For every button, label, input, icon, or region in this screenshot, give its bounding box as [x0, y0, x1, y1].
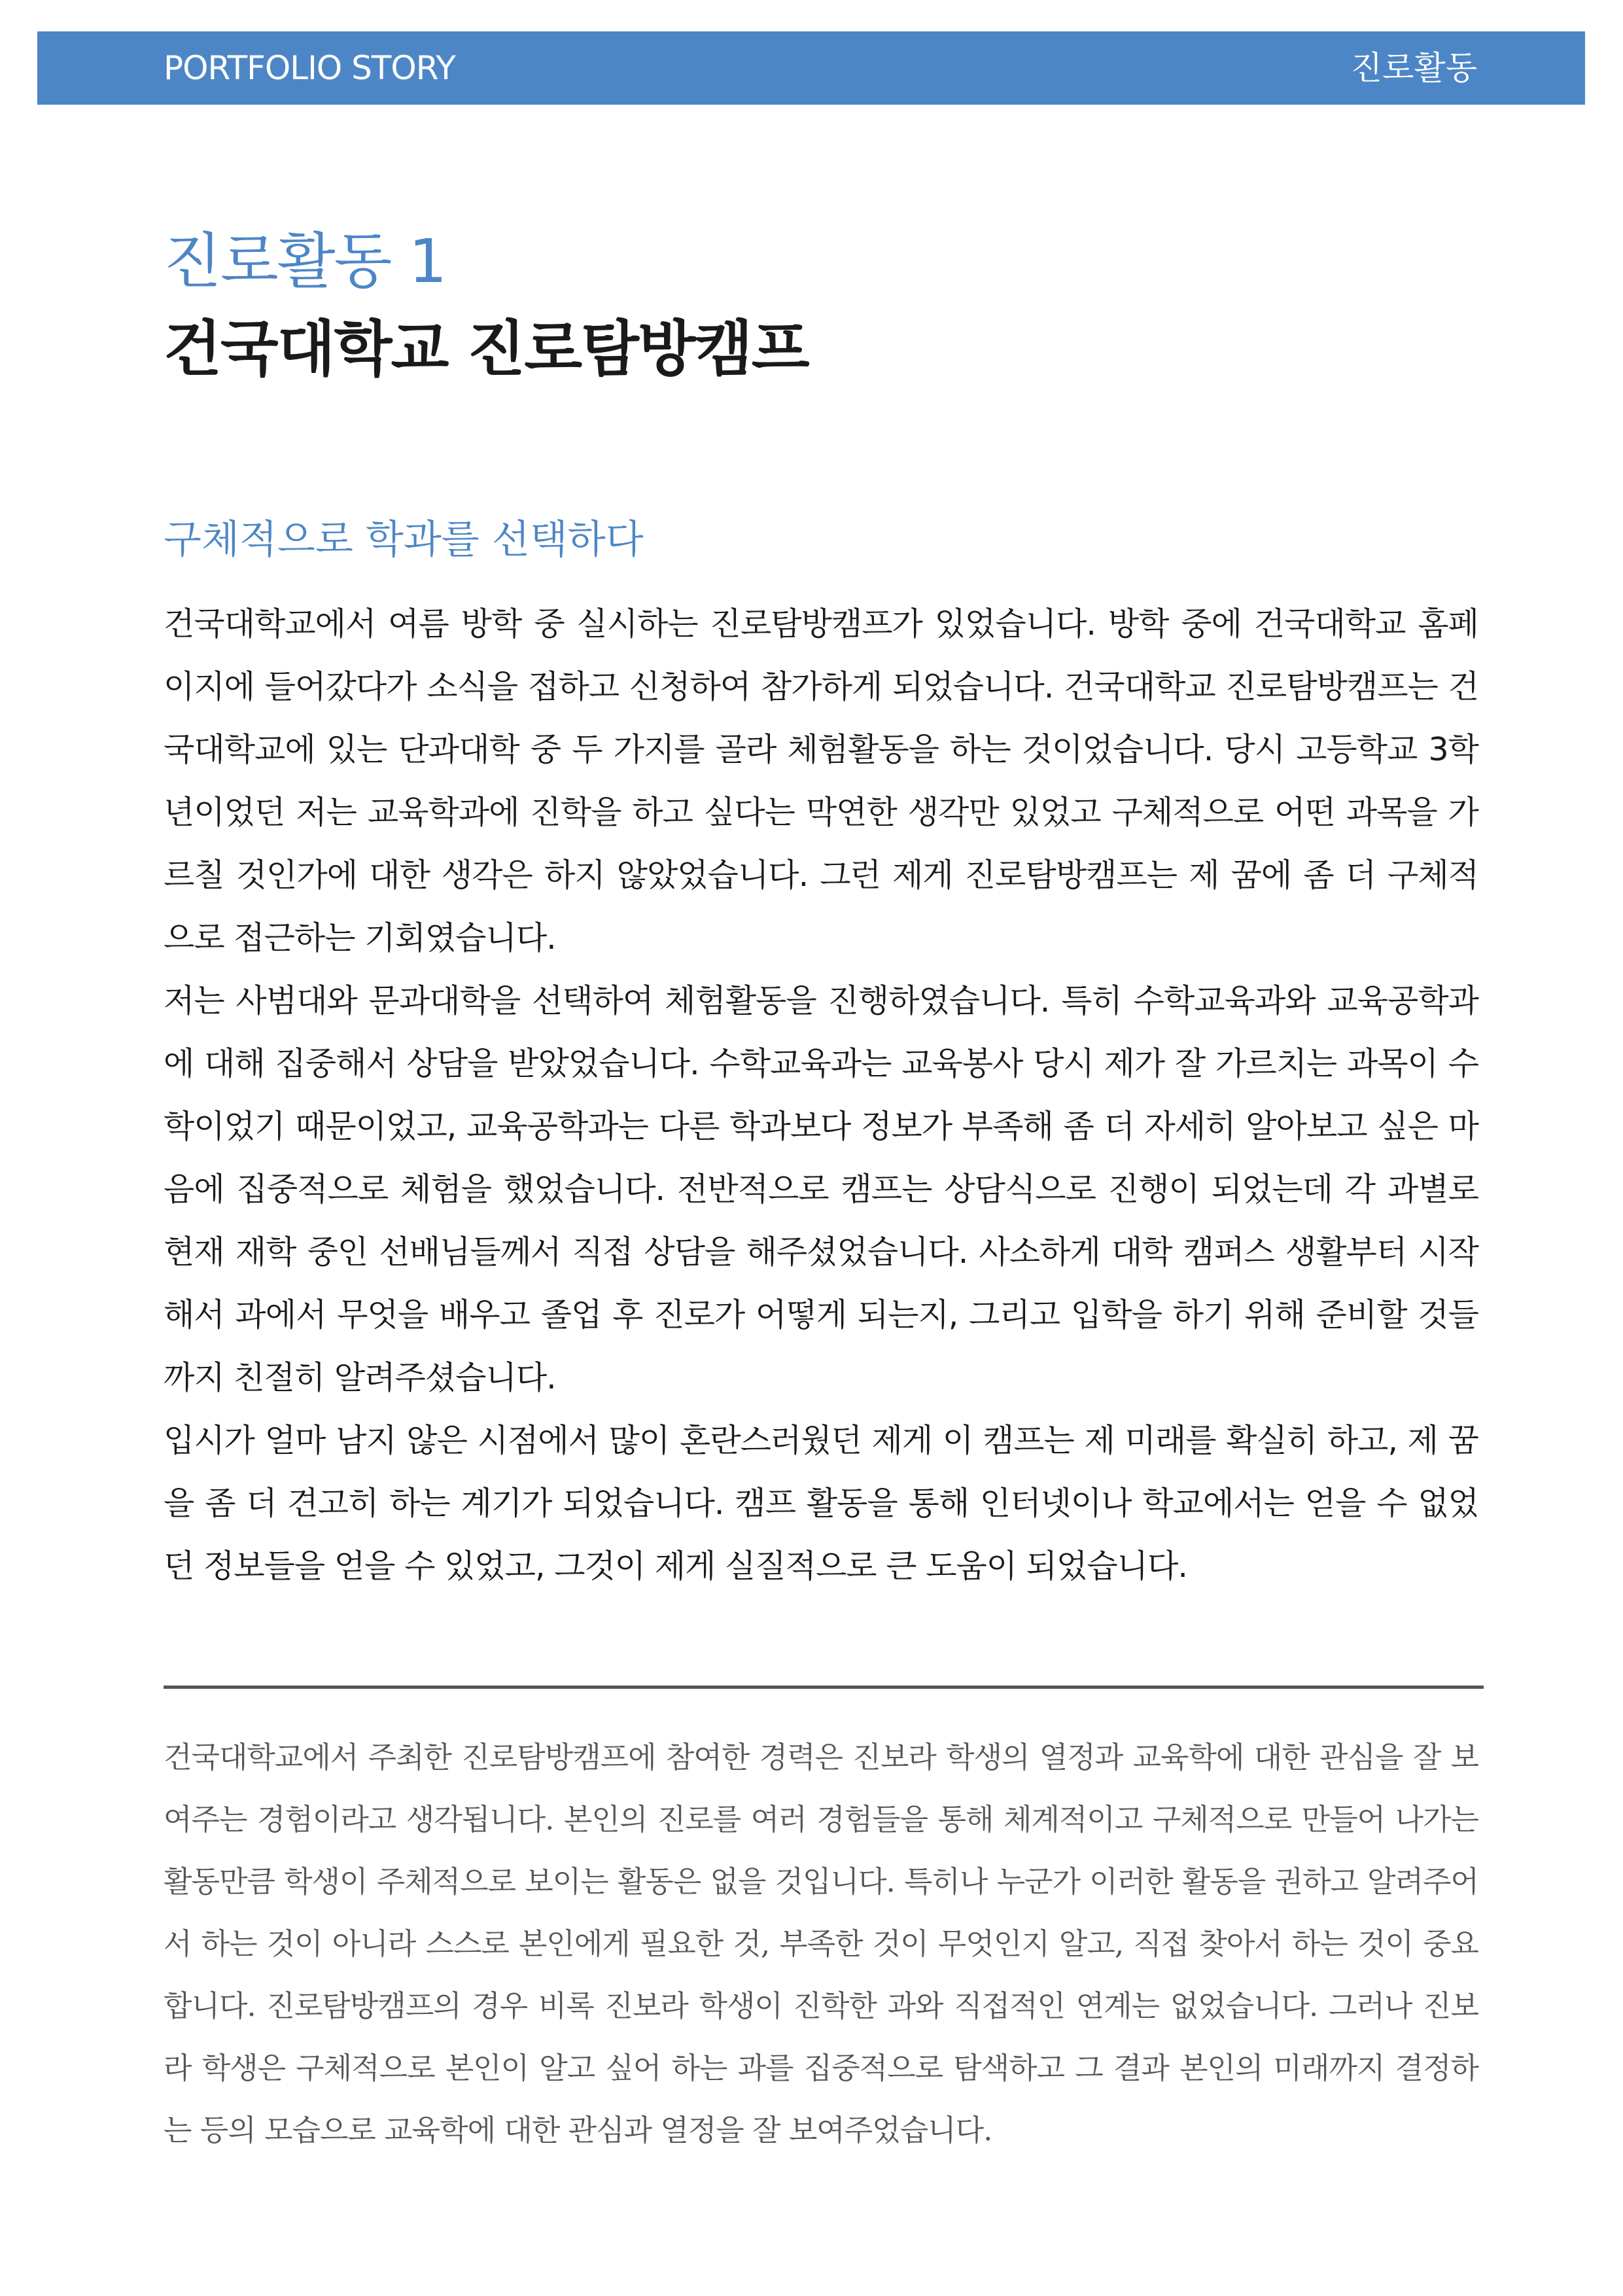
header-bar	[37, 31, 1585, 105]
category-label: 진로활동	[1350, 49, 1477, 87]
body-paragraph-2: 저는 사범대와 문과대학을 선택하여 체험활동을 진행하였습니다. 특히 수학교육과와 교육공학과에 대해 집중해서 상담을 받았었습니다. 수학교육과는 교육봉사 당시 제가 잘 가르치는 과목이 수학이었기 때문이었고, 교육공학과는 다른 학과보다 정보가 부족해 좀 더 자세히 알아보고 싶은 마음에 집중적으로 체험을 했었습니다. 전반적으로 캠프는 상담식으로 진행이 되었는데 각 과별로 현재 재학 중인 선배님들께서 직접 상담을 해주셨었습니다. 사소하게 대학 캠퍼스 생활부터 시작해서 과에서 무엇을 배우고 졸업 후 진로가 어떻게 되는지, 그리고 입학을 하기 위해 준비할 것들까지 친절히 알려주셨습니다.	[164, 982, 1478, 1396]
section-number: 진로활동 1	[164, 226, 446, 296]
advisor-comment: 건국대학교에서 주최한 진로탐방캠프에 참여한 경력은 진보라 학생의 열정과 교육학에 대한 관심을 잘 보여주는 경험이라고 생각됩니다. 본인의 진로를 여러 경험들을 통해 체계적이고 구체적으로 만들어 나가는 활동만큼 학생이 주체적으로 보이는 활동은 없을 것입니다. 특히나 누군가 이러한 활동을 권하고 알려주어서 하는 것이 아니라 스스로 본인에게 필요한 것, 부족한 것이 무엇인지 알고, 직접 찾아서 하는 것이 중요합니다. 진로탐방캠프의 경우 비록 진보라 학생이 진학한 과와 직접적인 연계는 없었습니다. 그러나 진보라 학생은 구체적으로 본인이 알고 싶어 하는 과를 집중적으로 탐색하고 그 결과 본인의 미래까지 결정하는 등의 모습으로 교육학에 대한 관심과 열정을 잘 보여주었습니다.	[164, 1740, 1478, 2147]
body-paragraph-1: 건국대학교에서 여름 방학 중 실시하는 진로탐방캠프가 있었습니다. 방학 중에 건국대학교 홈페이지에 들어갔다가 소식을 접하고 신청하여 참가하게 되었습니다. 건국대학교 진로탐방캠프는 건국대학교에 있는 단과대학 중 두 가지를 골라 체험활동을 하는 것이었습니다. 당시 고등학교 3학년이었던 저는 교육학과에 진학을 하고 싶다는 막연한 생각만 있었고 구체적으로 어떤 과목을 가르칠 것인가에 대한 생각은 하지 않았었습니다. 그런 제게 진로탐방캠프는 제 꿈에 좀 더 구체적으로 접근하는 기회였습니다.	[164, 605, 1478, 957]
divider	[164, 1686, 1484, 1689]
body-paragraph-3: 입시가 얼마 남지 않은 시점에서 많이 혼란스러웠던 제게 이 캠프는 제 미래를 확실히 하고, 제 꿈을 좀 더 견고히 하는 계기가 되었습니다. 캠프 활동을 통해 인터넷이나 학교에서는 얻을 수 없었던 정보들을 얻을 수 있었고, 그것이 제게 실질적으로 큰 도움이 되었습니다.	[164, 1422, 1478, 1585]
portfolio-story-label: PORTFOLIO STORY	[164, 49, 455, 87]
subheading: 구체적으로 학과를 선택하다	[164, 517, 644, 563]
body-text	[164, 593, 1478, 1598]
page-title: 건국대학교 진로탐방캠프	[164, 314, 809, 384]
